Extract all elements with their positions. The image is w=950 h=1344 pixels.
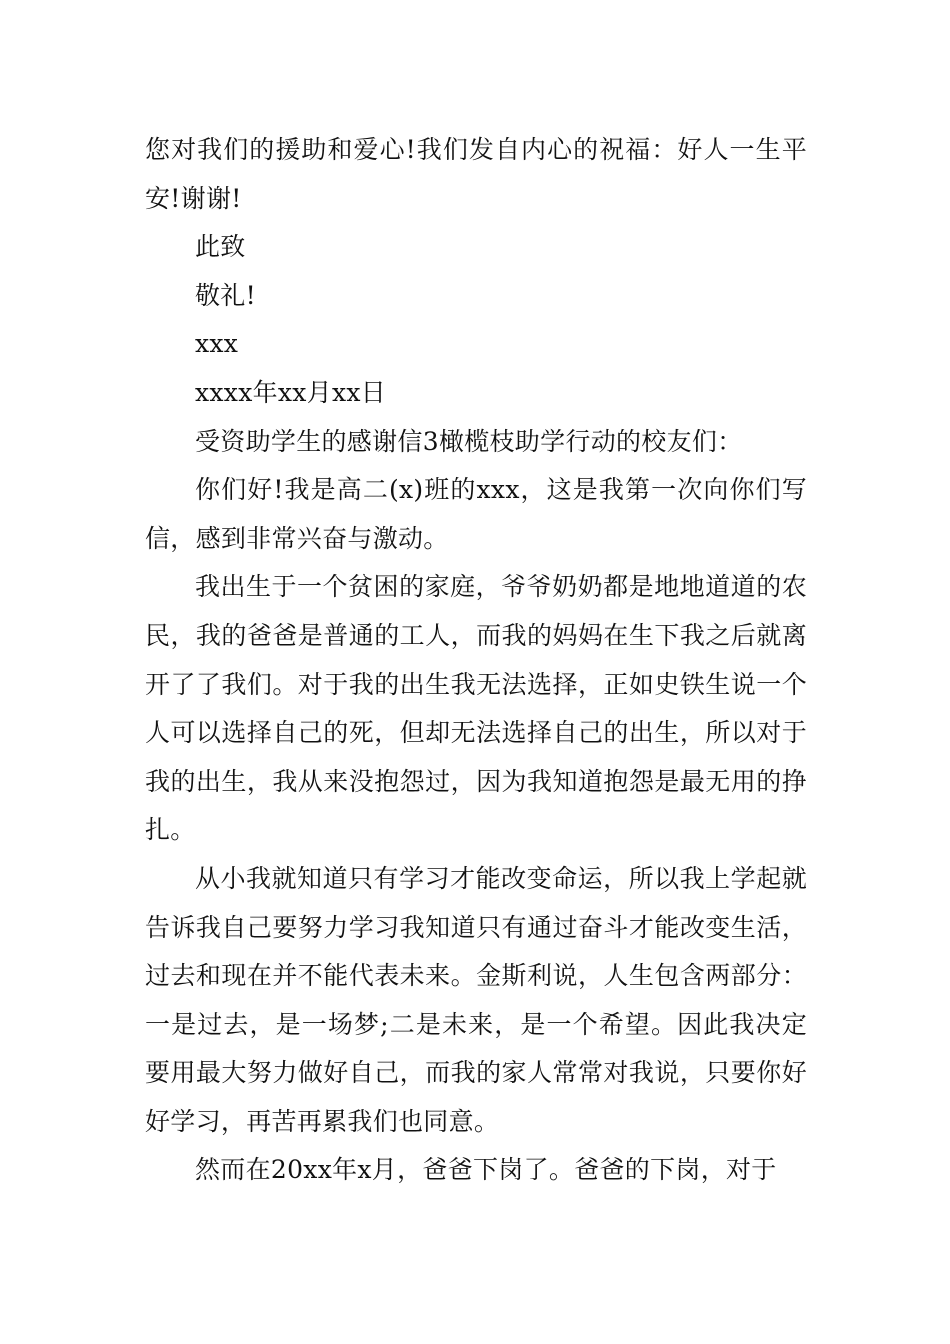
paragraph-salutation-cizhi: 此致 <box>195 232 246 262</box>
paragraph-letter-heading: 受资助学生的感谢信3橄榄枝助学行动的校友们： <box>195 426 743 456</box>
paragraph-greeting: 你们好!我是高二(x)班的xxx，这是我第一次向你们写信，感到非常兴奋与激动。 <box>145 475 807 553</box>
paragraph-father-layoff: 然而在20xx年x月，爸爸下岗了。爸爸的下岗，对于 <box>195 1155 777 1185</box>
paragraph-study-determination: 从小我就知道只有学习才能改变命运，所以我上学起就告诉我自己要努力学习我知道只有通过奋斗才能改变生活，过去和现在并不能代表未来。金斯利说，人生包含两部分：一是过去，是一场梦;二是未来，是一个希望。因此我决定要用最大努力做好自己，而我的家人常常对我说，只要你好好学习，再苦再累我们也同意。 <box>145 863 807 1136</box>
letter-body <box>145 126 807 1195</box>
paragraph-salutation-jingli: 敬礼! <box>195 280 256 310</box>
paragraph-closing-thanks: 您对我们的援助和爱心!我们发自内心的祝福：好人一生平安!谢谢! <box>145 135 807 213</box>
paragraph-family-background: 我出生于一个贫困的家庭，爷爷奶奶都是地地道道的农民，我的爸爸是普通的工人，而我的妈妈在生下我之后就离开了了我们。对于我的出生我无法选择，正如史铁生说一个人可以选择自己的死，但却无法选择自己的出生，所以对于我的出生，我从来没抱怨过，因为我知道抱怨是最无用的挣扎。 <box>145 572 807 845</box>
paragraph-signature-date: xxxx年xx月xx日 <box>195 377 387 407</box>
paragraph-signature-name: xxx <box>195 329 239 359</box>
